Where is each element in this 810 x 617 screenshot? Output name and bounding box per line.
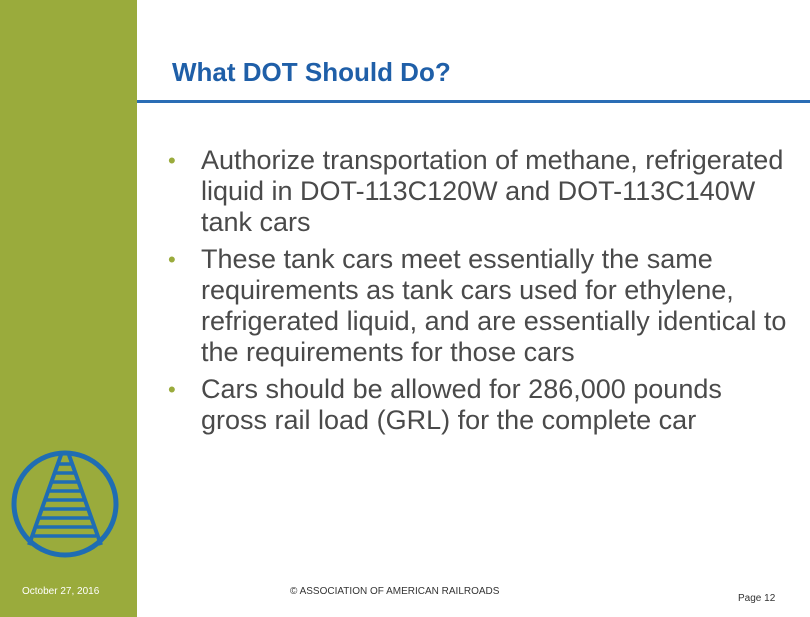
bullet-item	[168, 374, 788, 436]
page-number: Page 12	[738, 593, 776, 604]
bullet-list	[168, 145, 788, 442]
bullet-text: Authorize transportation of methane, refrigerated liquid in DOT-113C120W and DOT-113C140W tank cars	[201, 145, 784, 237]
footer-copyright: © ASSOCIATION OF AMERICAN RAILROADS	[290, 586, 500, 597]
bullet-item	[168, 244, 788, 368]
slide-title: What DOT Should Do?	[172, 57, 451, 87]
bullet-item	[168, 145, 788, 238]
bullet-dot-icon: •	[168, 247, 176, 272]
bullet-dot-icon: •	[168, 148, 176, 173]
bullet-text: These tank cars meet essentially the same requirements as tank cars used for ethylene, refrigerated liquid, and are essentially identical to the requirements for those cars	[201, 244, 787, 367]
bullet-text: Cars should be allowed for 286,000 pounds gross rail load (GRL) for the complete car	[201, 374, 722, 435]
footer-date: October 27, 2016	[22, 586, 100, 597]
bullet-dot-icon: •	[168, 377, 176, 402]
railroad-track-logo-icon	[9, 448, 121, 560]
title-divider	[137, 100, 810, 103]
